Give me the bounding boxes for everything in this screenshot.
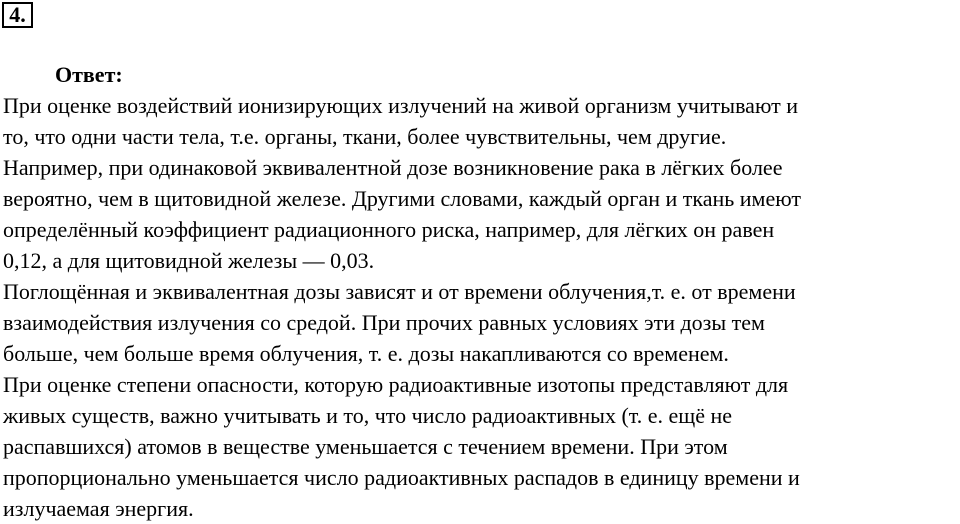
- text-line: Поглощённая и эквивалентная дозы зависят и от времени облучения,т. е. от времени: [3, 279, 796, 304]
- text-line: больше, чем больше время облучения, т. е. дозы накапливаются со временем.: [3, 341, 729, 366]
- text-line: определённый коэффициент радиационного риска, например, для лёгких он равен: [3, 217, 775, 242]
- answer-text: [3, 90, 960, 524]
- text-line: то, что одни части тела, т.е. органы, ткани, более чувствительны, чем другие.: [3, 124, 727, 149]
- task-number-box: 4.: [2, 2, 33, 28]
- text-line: 0,12, а для щитовидной железы — 0,03.: [3, 248, 375, 273]
- text-line: пропорционально уменьшается число радиоактивных распадов в единицу времени и: [3, 465, 800, 490]
- text-line: распавшихся) атомов в веществе уменьшается с течением времени. При этом: [3, 434, 728, 459]
- text-line: живых существ, важно учитывать и то, что число радиоактивных (т. е. ещё не: [3, 403, 732, 428]
- text-line: излучаемая энергия.: [3, 496, 194, 521]
- text-line: взаимодействия излучения со средой. При прочих равных условиях эти дозы тем: [3, 310, 765, 335]
- text-line: вероятно, чем в щитовидной железе. Другими словами, каждый орган и ткань имеют: [3, 186, 802, 211]
- text-line: При оценке степени опасности, которую радиоактивные изотопы представляют для: [3, 372, 789, 397]
- text-line: Например, при одинаковой эквивалентной дозе возникновение рака в лёгких более: [3, 155, 783, 180]
- text-line: При оценке воздействий ионизирующих излучений на живой организм учитывают и: [3, 93, 798, 118]
- answer-heading: Ответ:: [55, 62, 123, 87]
